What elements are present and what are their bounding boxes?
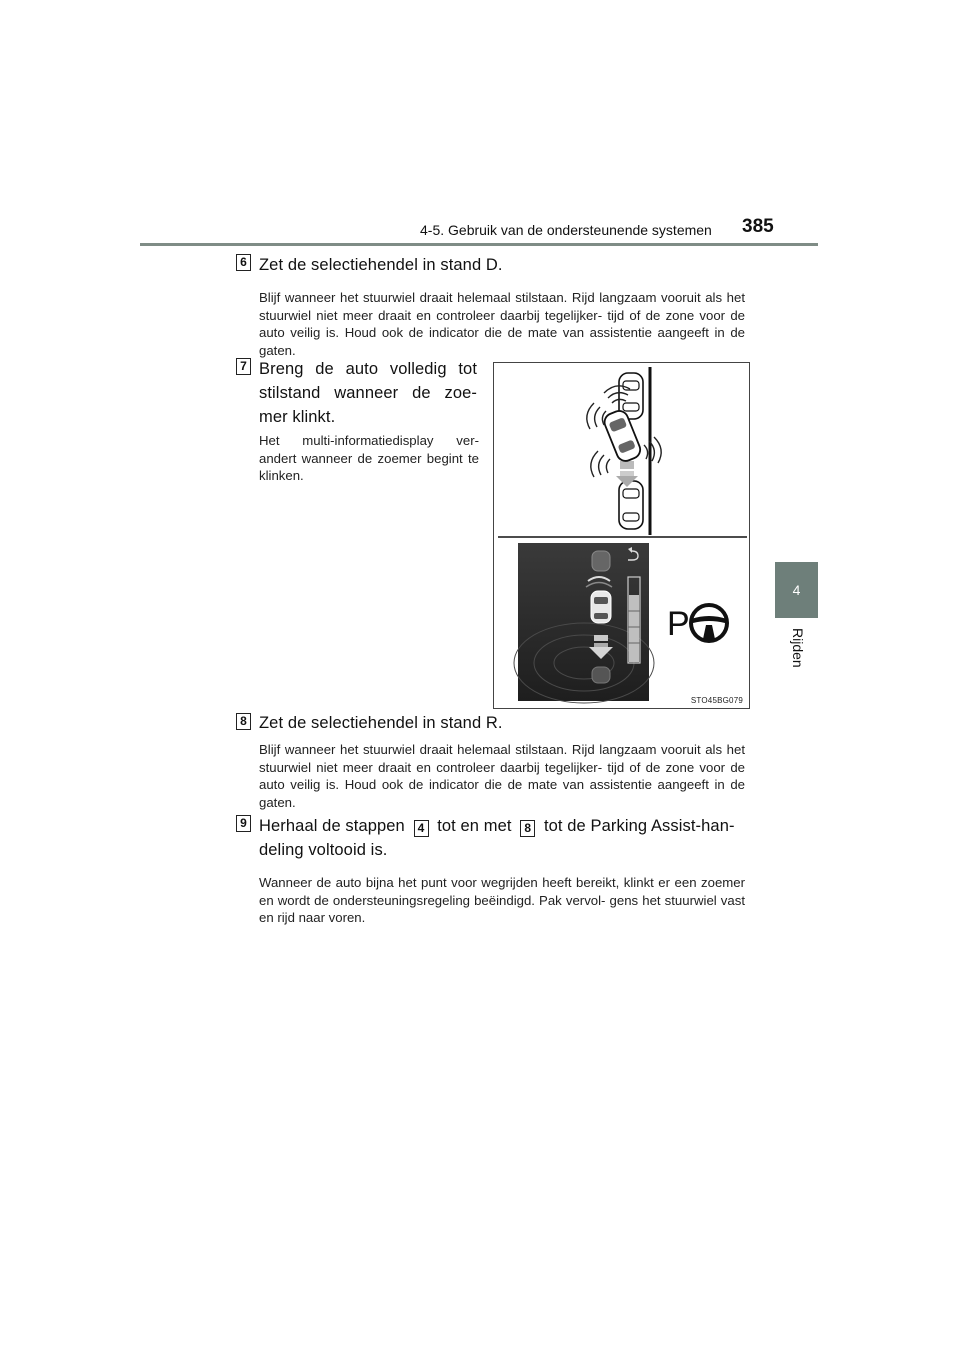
step-9-title-part3: tot de Parking Assist-han- [543,817,735,835]
figure-code: STO45BG079 [690,696,743,705]
parked-car-rear-icon [619,481,643,529]
step-9-title-line2: deling voltooid is. [259,841,388,859]
parking-diagram [494,363,751,710]
step-8-body: Blijf wanneer het stuurwiel draait helemaal stilstaan. Rijd langzaam vooruit als het stuurwiel niet meer draait en controleer daarbij tegelijker- tijd of de zone voor de auto veilig is. Houd ook de indicator die de mate van assistentie aangeeft in de gaten. [259,742,745,810]
step-8-title: Zet de selectiehendel in stand R. [259,714,503,732]
step-6-title: Zet de selectiehendel in stand D. [259,256,503,274]
step-9-title-part2: tot en met [437,817,512,835]
step-9-badge: 9 [236,815,251,832]
step-ref-8-badge: 8 [520,820,535,837]
step-7-body: Het multi-informatiedisplay ver- andert wanneer de zoemer begint te klinken. [259,433,479,483]
step-9-body: Wanneer de auto bijna het punt voor wegrijden heeft bereikt, klinkt er een zoemer en wordt de ondersteuningsregeling beëindigd. Pak vervol- gens het stuurwiel vast en rijd naar voren. [259,875,745,925]
steering-wheel-icon [691,605,727,641]
page-number: 385 [742,216,774,237]
step-9-title-part1: Herhaal de stappen [259,817,405,835]
chapter-label: Rijden [790,628,806,668]
step-8-badge: 8 [236,713,251,730]
step-6-badge: 6 [236,254,251,271]
header-divider [140,243,818,246]
step-7-title: Breng de auto volledig tot stilstand wanneer de zoe- mer klinkt. [259,360,477,426]
step-7-badge: 7 [236,358,251,375]
parking-assist-illustration [493,362,750,709]
chapter-tab: 4 [775,562,818,618]
step-ref-4-badge: 4 [414,820,429,837]
step-6-body: Blijf wanneer het stuurwiel draait helemaal stilstaan. Rijd langzaam vooruit als het stuurwiel niet meer draait en controleer daarbij tegelijker- tijd of de zone voor de auto veilig is. Houd ook de indicator die de mate van assistentie aangeeft in de gaten. [259,290,745,358]
step-9-title [259,814,751,838]
parking-letter: P [667,605,690,643]
section-title: 4-5. Gebruik van de ondersteunende systemen [420,222,712,238]
